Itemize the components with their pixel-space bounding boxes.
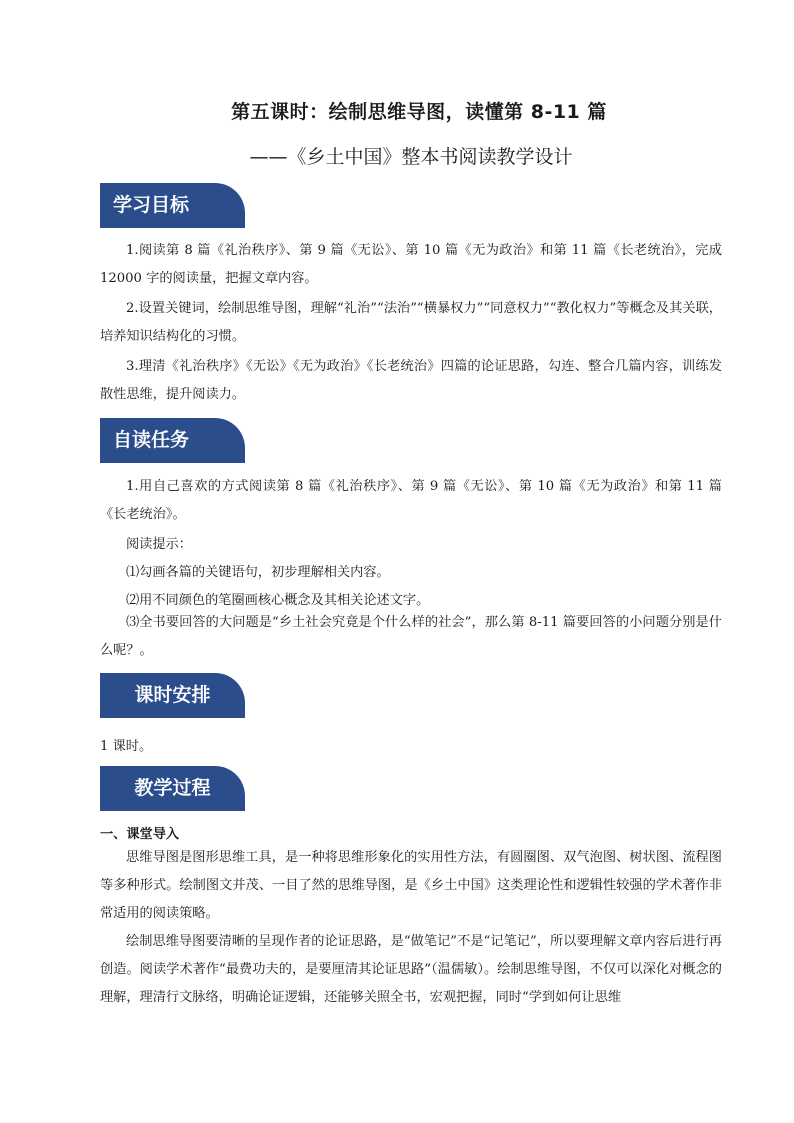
reading-hint-2: ⑵用不同颜色的笔圈画核心概念及其相关论述文字。 [126, 593, 430, 608]
section-badge-self-study: 自读任务 [100, 418, 245, 463]
goal-item-3: 3.理清《礼治秩序》《无讼》《无为政治》《长老统治》四篇的论证思路，勾连、整合几篇内容，训练发散性思维，提升阅读力。 [100, 359, 722, 402]
page-title: 第五课时：绘制思维导图，读懂第 8-11 篇 [231, 101, 607, 123]
process-paragraph-1: 思维导图是图形思维工具，是一种将思维形象化的实用性方法，有圆圈图、双气泡图、树状图、流程图等多种形式。绘制图文并茂、一目了然的思维导图，是《乡土中国》这类理论性和逻辑性较强的学术著作非常适用的阅读策略。 [100, 850, 722, 921]
goal-item-2: 2.设置关键词，绘制思维导图，理解“礼治”“法治”“横暴权力”“同意权力”“教化权力”等概念及其关联，培养知识结构化的习惯。 [100, 301, 722, 344]
section-badge-process: 教学过程 [100, 766, 245, 811]
section-badge-goals: 学习目标 [100, 183, 245, 228]
schedule-text: 1 课时。 [100, 739, 153, 754]
self-study-task: 1.用自己喜欢的方式阅读第 8 篇《礼治秩序》、第 9 篇《无讼》、第 10 篇《无为政治》和第 11 篇《长老统治》。 [100, 479, 722, 522]
reading-hint-label: 阅读提示： [126, 537, 192, 552]
process-paragraph-2: 绘制思维导图要清晰的呈现作者的论证思路，是“做笔记”不是“记笔记”，所以要理解文章内容后进行再创造。阅读学术著作“最费功夫的，是要厘清其论证思路”（温儒敏）。绘制思维导图，不仅可以深化对概念的理解，理清行文脉络，明确论证逻辑，还能够关照全书，宏观把握，同时“学到如何让思维 [100, 934, 722, 1005]
section-badge-schedule: 课时安排 [100, 673, 245, 718]
reading-hint-3: ⑶全书要回答的大问题是“乡土社会究竟是个什么样的社会”，那么第 8-11 篇要回答的小问题分别是什么呢？。 [100, 615, 722, 658]
page-subtitle: ——《乡土中国》整本书阅读教学设计 [249, 146, 573, 168]
goal-item-1: 1.阅读第 8 篇《礼治秩序》、第 9 篇《无讼》、第 10 篇《无为政治》和第 11 篇《长老统治》，完成 12000 字的阅读量，把握文章内容。 [100, 243, 722, 286]
reading-hint-1: ⑴勾画各篇的关键语句，初步理解相关内容。 [126, 565, 390, 580]
process-heading: 一、课堂导入 [100, 827, 180, 842]
